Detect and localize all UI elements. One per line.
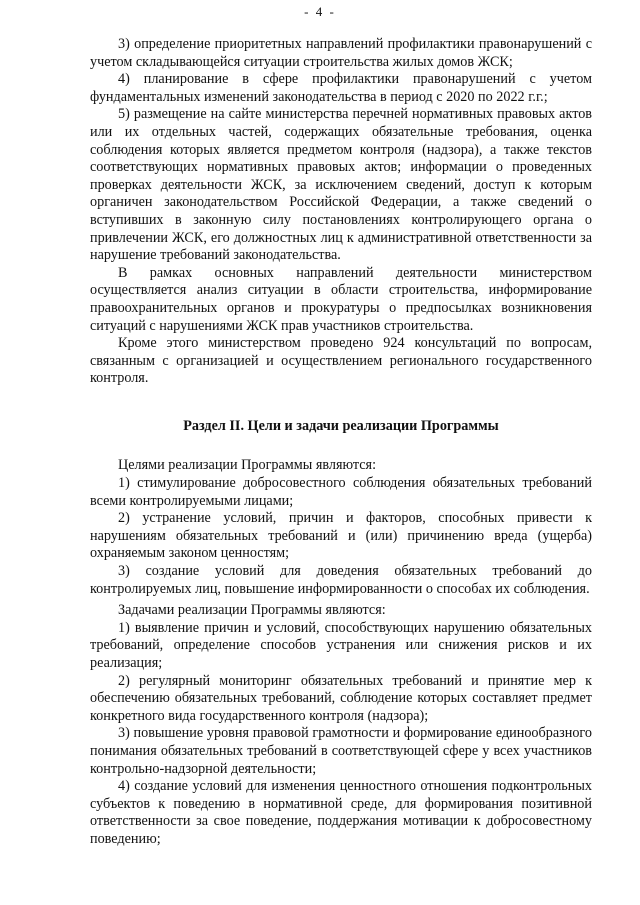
paragraph-item-3-priorities: 3) определение приоритетных направлений профилактики правонарушений с учетом складывающейся ситуации строительства жилых домов ЖСК;	[90, 36, 592, 70]
paragraph-item-5-publishing: 5) размещение на сайте министерства перечней нормативных правовых актов или их отдельных частей, содержащих обязательные требования, оценка соблюдения которых является предметом контроля (надзора), а также текстов соответствующих нормативных правовых актов; информации о проведенных проверках деятельности ЖСК, за исключением сведений, доступ к которым органичен законодательством Российской Федерации, а также сведений о вступивших в законную силу постановлениях контролирующего органа о привлечении ЖСК, его должностных лиц к административной ответственности за нарушение требований законодательства.	[90, 106, 592, 264]
goal-item-3: 3) создание условий для доведения обязательных требований до контролируемых лиц, повышение информированности о способах их соблюдения.	[90, 563, 592, 597]
goal-item-1: 1) стимулирование добросовестного соблюдения обязательных требований всеми контролируемыми лицами;	[90, 475, 592, 509]
paragraph-consultations: Кроме этого министерством проведено 924 консультаций по вопросам, связанным с организацией и осуществлением регионального государственного контроля.	[90, 335, 592, 387]
page-number: - 4 -	[304, 4, 336, 19]
task-item-4: 4) создание условий для изменения ценностного отношения подконтрольных субъектов к поведению в нормативной среде, для формирования позитивной ответственности за свое поведение, поддержания мотивации к добросовестному поведению;	[90, 778, 592, 847]
document-body	[90, 36, 592, 849]
task-item-1: 1) выявление причин и условий, способствующих нарушению обязательных требований, определение способов устранения или снижения рисков и их реализация;	[90, 619, 592, 671]
task-item-2: 2) регулярный мониторинг обязательных требований и принятие мер к обеспечению обязательных требований, соблюдение которых составляет предмет конкретного вида государственного контроля (надзора);	[90, 672, 592, 724]
paragraph-item-4-planning: 4) планирование в сфере профилактики правонарушений с учетом фундаментальных изменений законодательства в период с 2020 по 2022 г.г.;	[90, 71, 592, 105]
task-item-3: 3) повышение уровня правовой грамотности и формирование единообразного понимания обязательных требований в соответствующей сфере у всех участников контрольно-надзорной деятельности;	[90, 725, 592, 777]
goals-intro: Целями реализации Программы являются:	[118, 457, 377, 474]
paragraph-analysis: В рамках основных направлений деятельности министерством осуществляется анализ ситуации в области строительства, информирование правоохранительных органов и прокуратуры о предпосылках возникновения ситуаций с нарушениями ЖСК прав участников строительства.	[90, 264, 592, 334]
section-heading: Раздел II. Цели и задачи реализации Программы	[183, 417, 499, 434]
goal-item-2: 2) устранение условий, причин и факторов, способных привести к нарушениям обязательных требований и (или) причинению вреда (ущерба) охраняемым законом ценностям;	[90, 510, 592, 562]
tasks-intro: Задачами реализации Программы являются:	[118, 602, 386, 619]
